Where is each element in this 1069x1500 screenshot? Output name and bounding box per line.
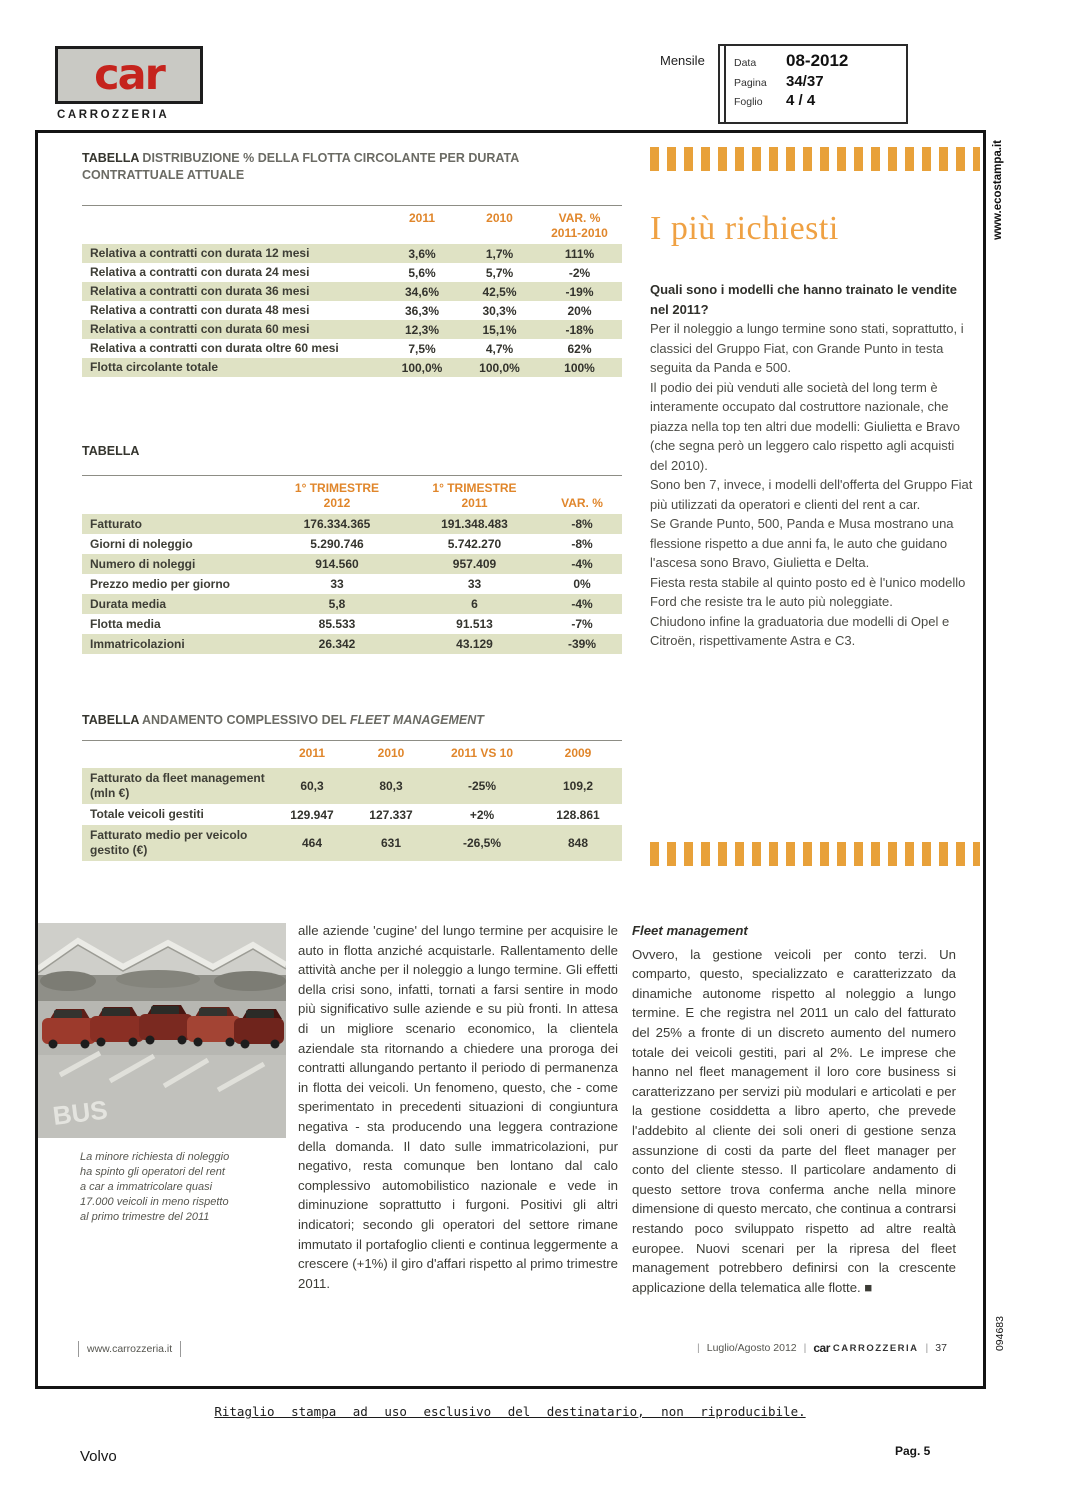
table-row	[82, 244, 622, 263]
table-cell: 12,3%	[404, 322, 440, 337]
table-cell: -2%	[568, 265, 591, 280]
table-header-row	[82, 481, 622, 511]
article-title: I più richiesti	[650, 210, 839, 247]
table-cell: 6	[471, 597, 478, 611]
photo-caption: La minore richiesta di noleggio ha spinto gli operatori del rent a car a immatricolare quasi 17.000 veicoli in meno rispetto al primo trimestre del 2011	[80, 1151, 230, 1223]
footer-site: www.carrozzeria.it	[78, 1341, 181, 1357]
magazine-logo	[55, 46, 203, 104]
info-row-foglio	[734, 92, 906, 109]
table-cell: -18%	[565, 322, 594, 337]
table-cell: 100,0%	[401, 360, 443, 375]
table-row	[82, 282, 622, 301]
table-cell: 60,3	[300, 779, 324, 793]
table-trimestre-title: TABELLA	[82, 444, 140, 458]
table-cell: 5.290.746	[310, 537, 364, 551]
table-cell: 42,5%	[482, 284, 517, 299]
table-cell: -19%	[565, 284, 594, 299]
footer-brand-name: CARROZZERIA	[832, 1342, 919, 1354]
table-cell: 5,7%	[485, 265, 514, 280]
ritaglio-disclaimer: Ritaglio stampa ad uso esclusivo del destinatario, non riproducibile.	[214, 1404, 806, 1419]
table-row-label: Durata media	[90, 596, 167, 611]
table-column-header: VAR. % 2011-2010	[551, 211, 608, 240]
table-cell: 33	[467, 577, 482, 591]
table-row-label: Flotta circolante totale	[90, 360, 219, 374]
table-column-header: VAR. %	[561, 496, 603, 510]
table-cell: 5,8	[328, 597, 346, 611]
table-cell: 80,3	[379, 779, 403, 793]
article-paragraph: Sono ben 7, invece, i modelli dell'offerta del Gruppo Fiat più utilizzati da operatori e clienti del rent a car.	[650, 477, 973, 512]
table-cell: 85.533	[318, 617, 356, 631]
info-row-data	[734, 51, 906, 71]
table-row	[82, 358, 622, 377]
table-cell: 100%	[564, 360, 595, 375]
table-cell: 464	[301, 836, 323, 850]
table-cell: 100,0%	[479, 360, 520, 375]
table-cell: 7,5%	[408, 341, 436, 356]
info-value: 34/37	[786, 73, 824, 90]
fleet-parking-photo	[38, 923, 286, 1138]
table-header-row	[82, 746, 622, 765]
table-row	[82, 320, 622, 339]
footer-separator: |	[925, 1342, 929, 1354]
table-flotta-title: TABELLA DISTRIBUZIONE % DELLA FLOTTA CIRCOLANTE PER DURATA CONTRATTUALE ATTUALE	[82, 151, 519, 182]
footer-page-number: 37	[935, 1342, 947, 1354]
table-column-header: 2011	[408, 211, 436, 225]
table-row	[82, 804, 622, 825]
ecostampa-watermark: www.ecostampa.it	[992, 140, 1004, 240]
table-row	[82, 554, 622, 574]
publication-frequency: Mensile	[660, 53, 705, 68]
table-cell: +2%	[469, 807, 495, 822]
table-column-header: 2009	[564, 746, 592, 760]
info-value: 4 / 4	[786, 92, 816, 109]
table-header-spacer	[82, 211, 382, 213]
article-paragraph: Chiudono infine la graduatoria due modelli di Opel e Citroën, rispettivamente Astra e C3.	[650, 613, 950, 648]
bus-road-marking: BUS	[51, 1094, 110, 1131]
table-cell: 957.409	[452, 557, 497, 571]
table-cell: -39%	[567, 637, 596, 651]
table-cell: -4%	[571, 557, 593, 571]
table-cell: 0%	[573, 577, 591, 591]
table-cell: 109,2	[562, 779, 594, 793]
table-cell: -8%	[571, 517, 593, 531]
table-row	[82, 634, 622, 654]
table-cell: -4%	[571, 597, 593, 611]
table-row	[82, 514, 622, 534]
table-column-header: 2010	[377, 746, 405, 760]
table-cell: 191.348.483	[441, 517, 508, 531]
table-row	[82, 301, 622, 320]
info-value: 08-2012	[786, 51, 849, 70]
table-column-header: 1° TRIMESTRE 2011	[432, 481, 517, 510]
article-paragraph: Il podio dei più venduti alle società del long term è interamente occupato dal costruttore nazionale, che piazza nella top ten altri due modelli: Giulietta e Bravo (che segna però un leggero calo rispetto agli acquisti del 2010).	[650, 379, 961, 473]
fleet-parking-photo-art	[38, 923, 286, 1138]
table-row	[82, 534, 622, 554]
table-cell: 4,7%	[485, 341, 514, 356]
fleet-management-heading: Fleet management	[632, 923, 748, 938]
table-row-label: Flotta media	[90, 616, 161, 631]
table-row-label: Fatturato	[90, 516, 142, 531]
table-row	[82, 339, 622, 358]
table-cell: 15,1%	[482, 322, 517, 337]
table-column-header: 1° TRIMESTRE 2012	[294, 481, 380, 510]
bottom-column-right	[632, 921, 956, 1297]
table-cell: 43.129	[456, 637, 493, 651]
table-cell: 848	[567, 836, 589, 850]
table-column-header: 2010	[486, 211, 513, 225]
table-header-spacer	[82, 746, 272, 748]
footer-separator: |	[803, 1342, 807, 1354]
table-row-label: Prezzo medio per giorno	[90, 576, 231, 591]
table-row-label: Relativa a contratti con durata 48 mesi	[90, 303, 310, 317]
footer-brand-word: car	[813, 1341, 830, 1355]
info-label: Foglio	[734, 96, 763, 108]
table-cell: 129.947	[290, 807, 334, 822]
table-row-label: Totale veicoli gestiti	[90, 807, 204, 821]
table-row-label: Numero di noleggi	[90, 556, 196, 571]
table-cell: -7%	[571, 617, 593, 631]
table-row-label: Relativa a contratti con durata 36 mesi	[90, 284, 310, 298]
fleet-management-text: Ovvero, la gestione veicoli per conto terzi. Un comparto, questo, specializzato e caratterizzato da dinamiche autonome rispetto al noleggio a lungo termine. E che registra nel 2011 un calo del fatturato del 25% a fronte di un discreto aumento del numero totale dei veicoli gestiti, pari al 2%. Le imprese che hanno nel fleet management il loro core business si caratterizzano per servizi più modulari e articolati e per la gestione cosiddetta a libro aperto, che prevede l'addebito al cliente dei soli oneri di gestione senza assunzione di costi da parte del fleet manager per conto del cliente stesso. Il particolare andamento di questo settore trova conferma anche nella minore dimensione di questo mercato, che continua a contrarsi restando poco sviluppato rispetto ad altre realtà europee. Nuovi scenari per la ripresa del fleet management potrebbero definirsi con la crescente applicazione della telematica alle flotte. ■	[632, 946, 956, 1295]
table-row	[82, 768, 622, 804]
table-row	[82, 263, 622, 282]
info-label: Data	[734, 57, 757, 69]
table-cell: 36,3%	[404, 303, 440, 318]
table-cell: 34,6%	[404, 284, 440, 299]
table-cell: 127.337	[369, 807, 413, 822]
table-cell: 1,7%	[485, 246, 514, 261]
table-header-spacer	[82, 481, 267, 483]
magazine-logo-subtitle: CARROZZERIA	[57, 109, 170, 121]
table-cell: -25%	[467, 779, 496, 793]
table-row	[82, 614, 622, 634]
clipping-subject: Volvo	[80, 1448, 117, 1465]
table-trimestre	[82, 475, 622, 654]
clipping-info-box	[718, 44, 908, 124]
table-cell: 176.334.365	[303, 517, 371, 531]
table-cell: 30,3%	[482, 303, 517, 318]
table-cell: 3,6%	[408, 246, 436, 261]
footer-issue-info	[690, 1341, 960, 1355]
table-header-row	[82, 211, 622, 241]
ecostampa-barcode-stripe-bottom	[650, 842, 980, 866]
table-cell: 62%	[567, 341, 592, 356]
bottom-column-left: alle aziende 'cugine' del lungo termine per acquisire le auto in flotta anziché acquistarle. Rallentamento delle attività anche per il noleggio a lungo termine. Gli effetti della crisi sono, infatti, tornati a farsi sentire in modo più significativo sulle aziende e su più fronti. In attesa di un migliore scenario economico, la clientela aziendale sta ritornando a chiedere una proroga dei contratti allungando pertanto il periodo di permanenza in flotta dei veicoli. Un fenomeno, questo, che - come sperimentato in precedenti situazioni di congiuntura negativa - sta producendo una leggera contrazione della domanda. Il dato sulle immatricolazioni, pur negativo, resta comunque ben lontano dal calo complessivo automobilistico nazionale e vede in diminuzione soprattutto i furgoni. Positivi gli altri indicatori; secondo gli operatori del settore rimane immutato il portafoglio clienti e continua leggermente a crescere (+1%) il giro d'affari rispetto al primo trimestre 2011.	[298, 923, 618, 1291]
table-fleet	[82, 740, 622, 861]
clipping-code: 094683	[994, 1316, 1006, 1352]
table-cell: 914.560	[315, 557, 359, 571]
ecostampa-barcode-stripe-top	[650, 147, 980, 171]
table-row-label: Giorni di noleggio	[90, 536, 193, 551]
footer-separator: |	[697, 1342, 700, 1354]
article-body	[650, 280, 974, 651]
table-cell: -26,5%	[462, 836, 502, 850]
table-cell: 26.342	[318, 637, 356, 651]
table-cell: 20%	[567, 303, 592, 318]
table-row-label: Fatturato da fleet management (mln €)	[90, 771, 265, 800]
table-row-label: Relativa a contratti con durata 60 mesi	[90, 322, 310, 336]
table-column-header: 2011 VS 10	[450, 746, 514, 760]
info-label: Pagina	[734, 77, 767, 89]
article-paragraph: Per il noleggio a lungo termine sono stati, soprattutto, i classici del Gruppo Fiat, con Grande Punto in testa seguita da Panda e 500.	[650, 321, 964, 375]
article-intro: Quali sono i modelli che hanno trainato le vendite nel 2011?	[650, 282, 957, 317]
article-paragraph: Fiesta resta stabile al quinto posto ed è l'unico modello Ford che resiste tra le auto più noleggiate.	[650, 574, 966, 609]
table-cell: 128.861	[556, 807, 600, 822]
table-cell: 33	[330, 577, 344, 591]
magazine-logo-word: car	[94, 49, 164, 100]
table-cell: -8%	[571, 537, 593, 551]
clipping-page-label: Pag. 5	[895, 1444, 931, 1458]
table-cell: 5.742.270	[447, 537, 502, 551]
table-cell: 631	[380, 836, 402, 850]
table-fleet-title: TABELLA ANDAMENTO COMPLESSIVO DEL FLEET MANAGEMENT	[82, 713, 484, 727]
table-row	[82, 574, 622, 594]
footer-issue: Luglio/Agosto 2012	[706, 1342, 797, 1354]
table-row-label: Relativa a contratti con durata 24 mesi	[90, 265, 310, 279]
table-row	[82, 825, 622, 861]
table-row-label: Relativa a contratti con durata oltre 60 mesi	[90, 341, 339, 355]
table-row-label: Immatricolazioni	[90, 636, 185, 651]
table-cell: 5,6%	[408, 265, 436, 280]
table-row-label: Relativa a contratti con durata 12 mesi	[90, 246, 310, 260]
table-cell: 111%	[564, 246, 595, 261]
table-cell: 91.513	[456, 617, 493, 631]
article-paragraph: Se Grande Punto, 500, Panda e Musa mostrano una flessione rispetto a due anni fa, le auto che guidano l'ascesa sono Bravo, Giulietta e Delta.	[650, 516, 954, 570]
info-row-pagina	[734, 73, 906, 90]
table-column-header: 2011	[298, 746, 326, 760]
table-row-label: Fatturato medio per veicolo gestito (€)	[90, 828, 248, 857]
table-row	[82, 594, 622, 614]
table-flotta	[82, 205, 622, 377]
